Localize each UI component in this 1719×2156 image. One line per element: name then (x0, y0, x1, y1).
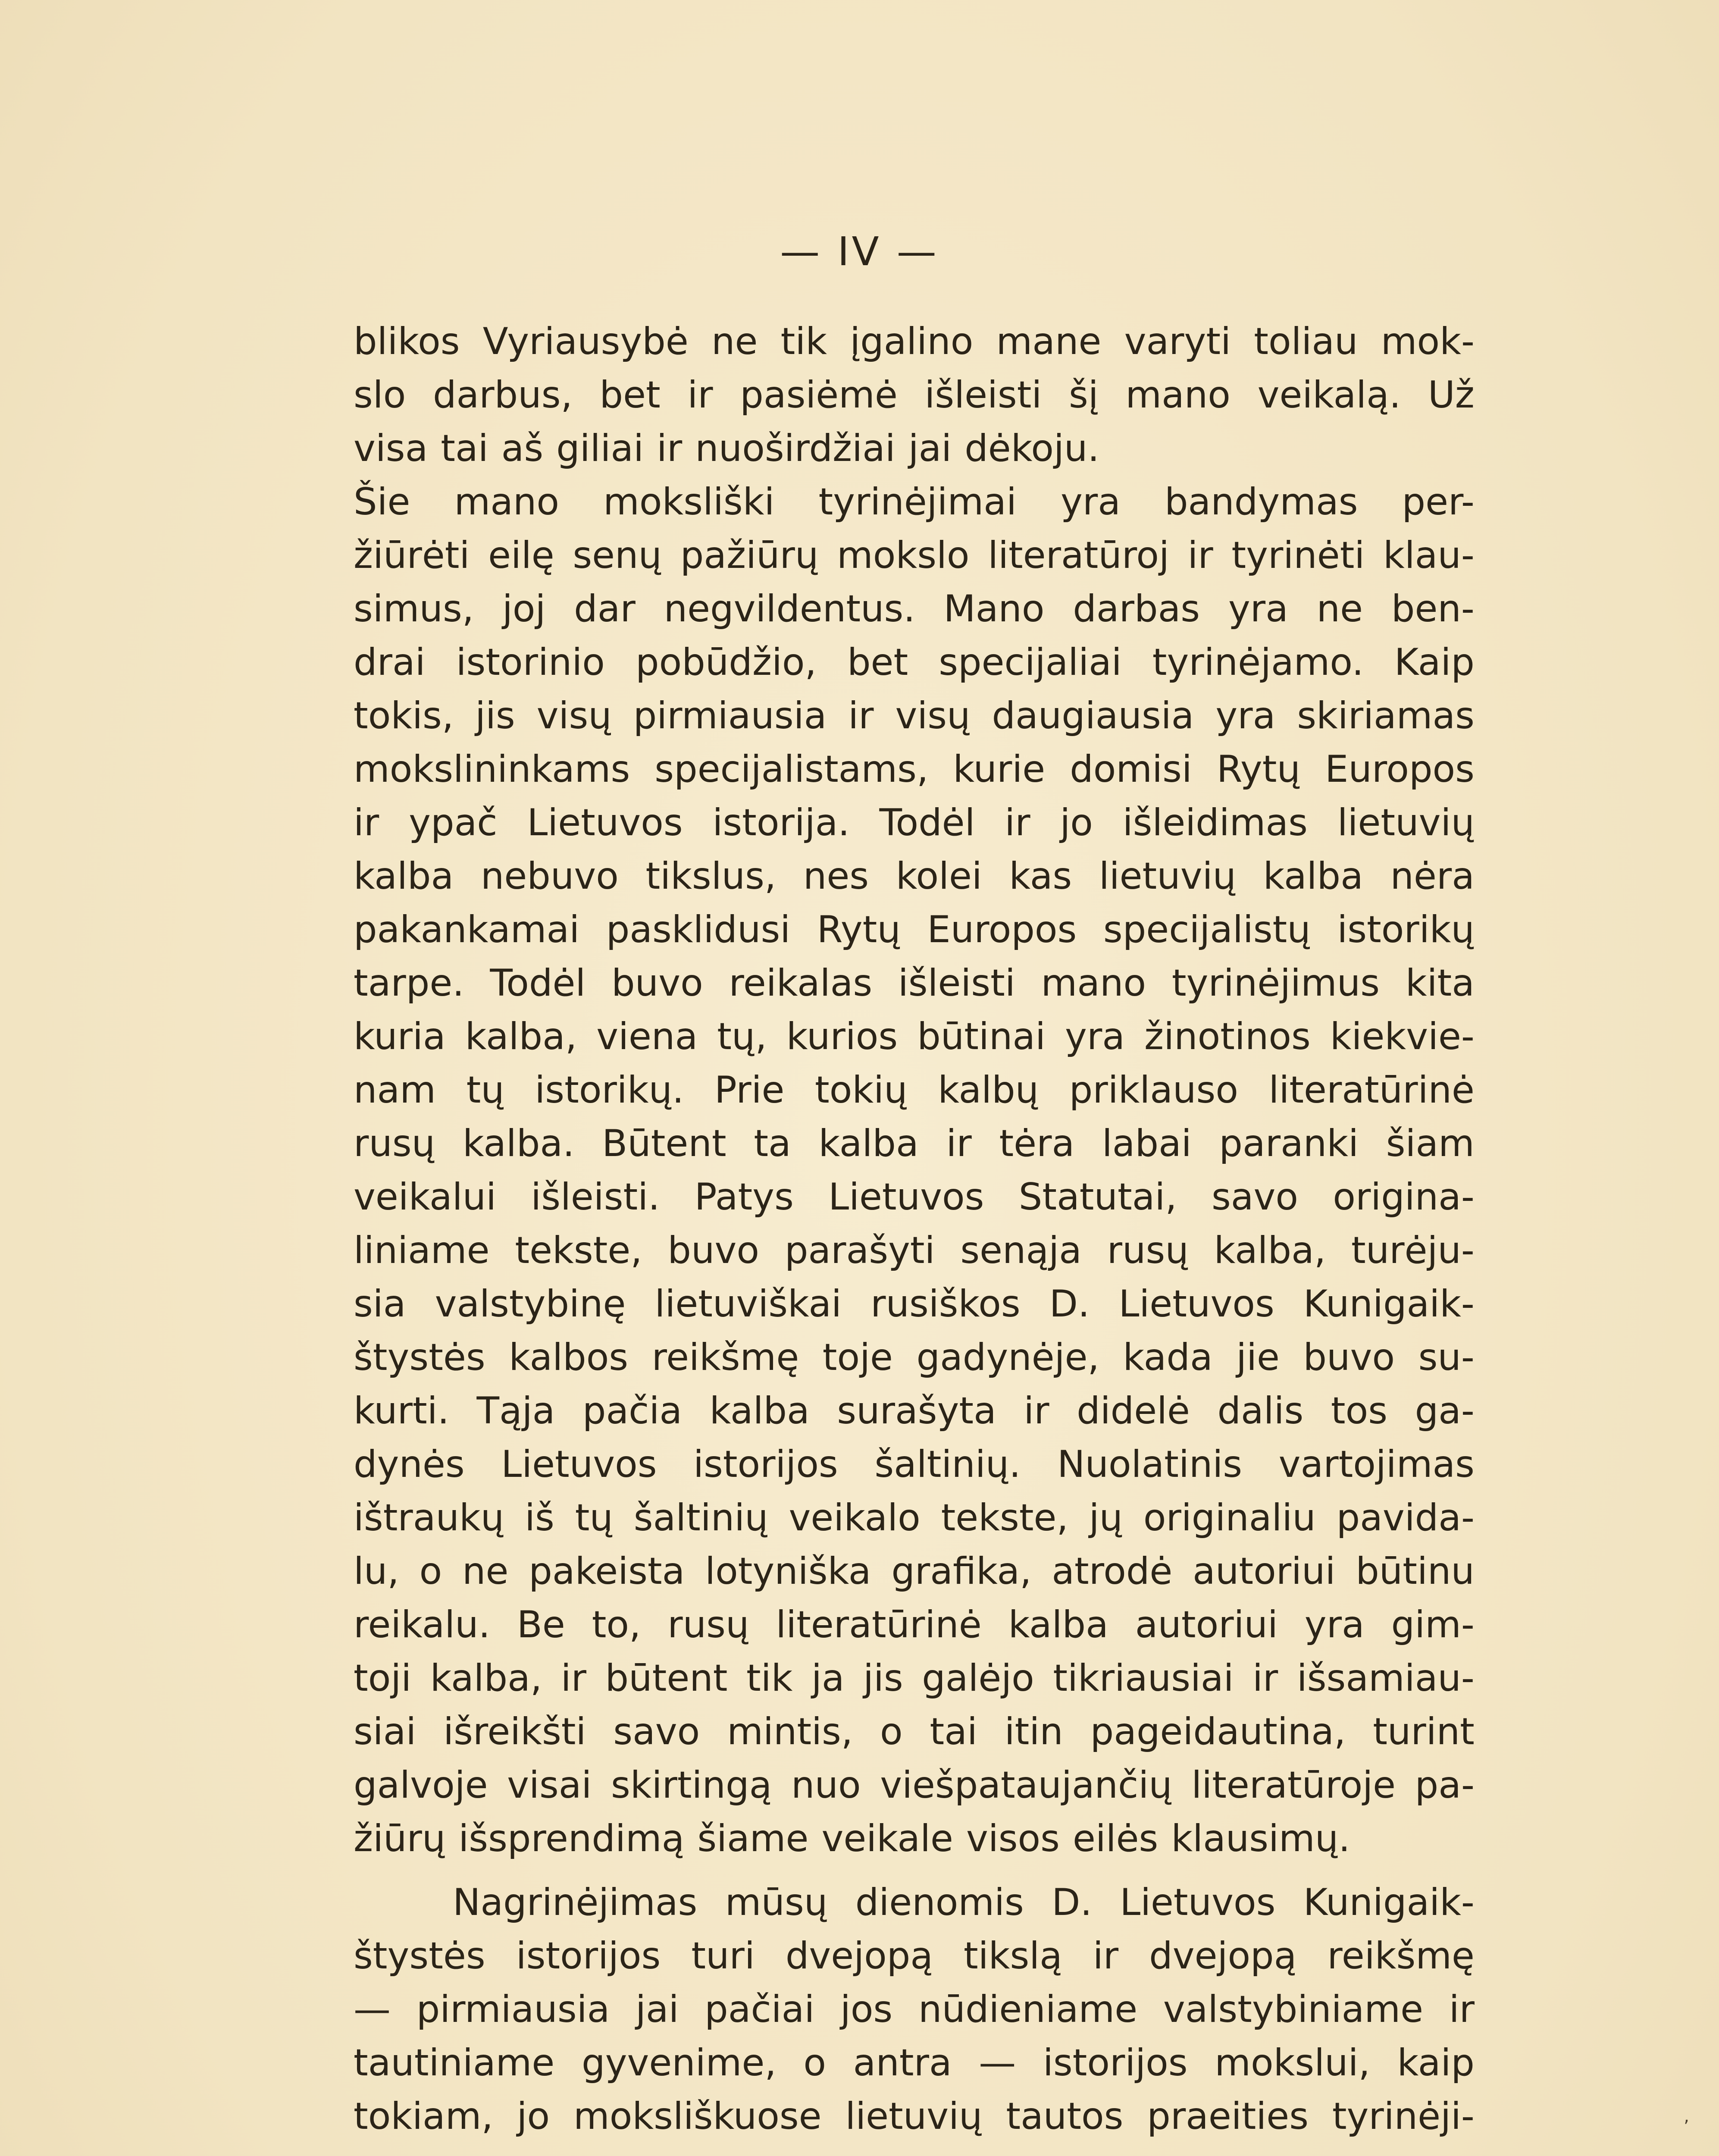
text-line: žiūrų išsprendimą šiame veikale visos eilės klausimų. (354, 1817, 1350, 1860)
text-line: štystės kalbos reikšmę toje gadynėje, kada jie buvo su- (354, 1336, 1475, 1379)
text-line: štystės istorijos turi dvejopą tikslą ir dvejopą reikšmę (354, 1934, 1475, 1977)
text-line: tautiniame gyvenime, o antra — istorijos mokslui, kaip (354, 2041, 1475, 2084)
paragraph (354, 315, 1475, 475)
text-line: drai istorinio pobūdžio, bet specijaliai tyrinėjamo. Kaip (354, 641, 1475, 684)
text-line: slo darbus, bet ir pasiėmė išleisti šį mano veikalą. Už (354, 373, 1475, 417)
text-line: lu, o ne pakeista lotyniška grafika, atrodė autoriui būtinu (354, 1550, 1475, 1593)
text-line: tokis, jis visų pirmiausia ir visų daugiausia yra skiriamas (354, 694, 1475, 737)
text-line: Nagrinėjimas mūsų dienomis D. Lietuvos Kunigaik- (453, 1881, 1475, 1924)
text-line: veikalui išleisti. Patys Lietuvos Statutai, savo origina- (354, 1175, 1475, 1219)
text-line: dynės Lietuvos istorijos šaltinių. Nuolatinis vartojimas (354, 1443, 1475, 1486)
text-line: tokiam, jo moksliškuose lietuvių tautos praeities tyrinėji- (354, 2095, 1475, 2138)
text-line: simus, joj dar negvildentus. Mano darbas yra ne ben- (354, 587, 1475, 630)
paragraph (354, 475, 1475, 1865)
body-text (354, 315, 1475, 2143)
text-line: Šie mano moksliški tyrinėjimai yra bandymas per- (354, 480, 1475, 523)
text-line: toji kalba, ir būtent tik ja jis galėjo tikriausiai ir išsamiau- (354, 1657, 1475, 1700)
text-line: žiūrėti eilę senų pažiūrų mokslo literatūroj ir tyrinėti klau- (354, 534, 1475, 577)
text-line: liniame tekste, buvo parašyti senąja rusų kalba, turėju- (354, 1229, 1475, 1272)
text-line: visa tai aš giliai ir nuoširdžiai jai dėkoju. (354, 427, 1099, 470)
paragraph (354, 1876, 1475, 2143)
text-line: tarpe. Todėl buvo reikalas išleisti mano tyrinėjimus kita (354, 962, 1475, 1005)
text-line: blikos Vyriausybė ne tik įgalino mane varyti toliau mok- (354, 320, 1475, 363)
text-line: siai išreikšti savo mintis, o tai itin pageidautina, turint (354, 1710, 1475, 1753)
text-line: rusų kalba. Būtent ta kalba ir tėra labai paranki šiam (354, 1122, 1475, 1165)
margin-mark: ‚ (1684, 2106, 1689, 2126)
text-line: pakankamai pasklidusi Rytų Europos specijalistų istorikų (354, 908, 1475, 951)
text-line: mokslininkams specijalistams, kurie domisi Rytų Europos (354, 748, 1475, 791)
text-line: kalba nebuvo tikslus, nes kolei kas lietuvių kalba nėra (354, 855, 1475, 898)
text-line: reikalu. Be to, rusų literatūrinė kalba autoriui yra gim- (354, 1603, 1475, 1646)
text-line: galvoje visai skirtingą nuo viešpataujančių literatūroje pa- (354, 1764, 1475, 1807)
text-line: ir ypač Lietuvos istorija. Todėl ir jo išleidimas lietuvių (354, 801, 1475, 844)
text-line: sia valstybinę lietuviškai rusiškos D. Lietuvos Kunigaik- (354, 1282, 1475, 1326)
text-line: kuria kalba, viena tų, kurios būtinai yra žinotinos kiekvie- (354, 1015, 1475, 1058)
text-line: ištraukų iš tų šaltinių veikalo tekste, jų originaliu pavida- (354, 1496, 1475, 1539)
text-line: nam tų istorikų. Prie tokių kalbų priklauso literatūrinė (354, 1069, 1475, 1112)
page-number: — IV — (780, 229, 939, 275)
text-line: kurti. Tąja pačia kalba surašyta ir didelė dalis tos ga- (354, 1389, 1475, 1432)
text-line: — pirmiausia jai pačiai jos nūdieniame valstybiniame ir (354, 1988, 1475, 2031)
